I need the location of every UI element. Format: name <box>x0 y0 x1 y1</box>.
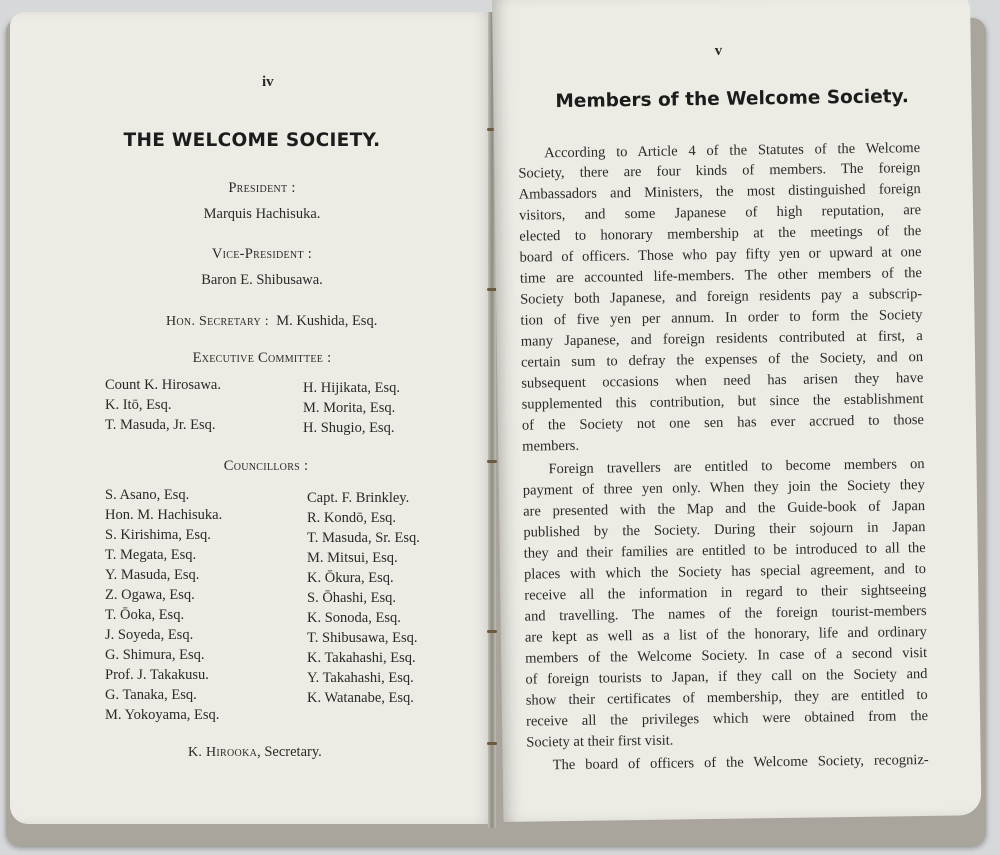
councillors-heading: Councillors : <box>223 458 309 474</box>
binding-stitch <box>487 630 497 633</box>
councillor: Capt. F. Brinkley. <box>307 490 410 506</box>
executive-committee-heading: Executive Committee : <box>192 350 332 366</box>
body-text-line: of the Society not one sen has ever accrued to those <box>521 412 925 434</box>
body-text-line: published by the Society. During their sojourn in Japan <box>523 519 926 541</box>
body-text-line: payment of three yen only. When they join the Society they <box>522 477 925 499</box>
councillor: Y. Masuda, Esq. <box>105 567 200 583</box>
body-text-line: The board of officers of the Welcome Society, recogniz- <box>552 751 929 774</box>
body-text-line: Society, there are four kinds of members. The foreign <box>518 160 921 182</box>
vice-president-name: Baron E. Shibusawa. <box>201 272 323 288</box>
body-text-line: supplemented this contribution, but since the establishment <box>521 391 924 413</box>
body-text-line: many Japanese, and foreign residents contributed at first, a <box>520 328 923 350</box>
body-text-line: are presented with the Map and the Guide-book of Japan <box>523 498 926 520</box>
councillor: Prof. J. Takakusu. <box>105 667 209 683</box>
councillor: K. Watanabe, Esq. <box>307 690 414 706</box>
councillor: T. Shibusawa, Esq. <box>307 630 418 646</box>
executive-member: M. Morita, Esq. <box>303 400 396 416</box>
right-page <box>492 0 981 822</box>
councillor: Y. Takahashi, Esq. <box>307 670 414 686</box>
executive-member: Count K. Hirosawa. <box>105 377 221 393</box>
body-text-line: places with which the Society has special agreement, and to <box>523 560 927 583</box>
president-name: Marquis Hachisuka. <box>203 206 321 222</box>
councillor: G. Shimura, Esq. <box>105 647 205 663</box>
councillor: T. Masuda, Sr. Esq. <box>307 530 420 546</box>
binding-stitch <box>487 742 497 745</box>
body-text-line: subsequent occasions when need has arisen they have <box>521 370 924 392</box>
executive-member: K. Itō, Esq. <box>105 397 172 413</box>
body-text-line: visitors, and some Japanese of high reputation, are <box>518 202 922 224</box>
binding-stitch <box>487 460 497 463</box>
councillor: Z. Ogawa, Esq. <box>105 587 195 603</box>
left-page <box>10 12 494 824</box>
councillor: T. Ōoka, Esq. <box>105 607 185 623</box>
councillor: T. Megata, Esq. <box>105 547 197 563</box>
councillor: R. Kondō, Esq. <box>307 510 397 526</box>
executive-member: T. Masuda, Jr. Esq. <box>105 417 216 433</box>
body-text-line: are kept as well as a list of the honorary, life and ordinary <box>524 623 927 646</box>
page-number-right: v <box>714 42 723 59</box>
body-text-line: receive all the privileges which were obtained from the <box>525 707 929 730</box>
secretary-line <box>188 744 322 761</box>
body-text-line: members of the Welcome Society. In case of a second visit <box>525 644 928 667</box>
body-text-line: time are accounted life-members. The other members of the <box>519 265 922 287</box>
body-text-line: Foreign travellers are entitled to become members on <box>548 456 925 478</box>
vice-president-heading: Vice-President : <box>211 246 313 262</box>
councillor: J. Soyeda, Esq. <box>105 627 194 643</box>
members-title: Members of the Welcome Society. <box>555 86 910 113</box>
executive-member: H. Shugio, Esq. <box>303 420 395 436</box>
councillor: M. Yokoyama, Esq. <box>105 707 220 723</box>
society-title: THE WELCOME SOCIETY. <box>123 130 381 151</box>
body-text-line: elected to honorary membership at the meetings of the <box>519 223 922 245</box>
body-text-line: board of officers. Those who pay fifty yen or upward at one <box>519 244 922 266</box>
hon-secretary-line <box>166 313 377 330</box>
president-heading: President : <box>228 180 296 196</box>
councillor: K. Takahashi, Esq. <box>307 650 416 666</box>
hon-secretary-label: Hon. Secretary : <box>166 314 269 329</box>
body-text-line: show their certificates of membership, they are entitled to <box>525 686 928 709</box>
councillor: M. Mitsui, Esq. <box>307 550 398 566</box>
body-text-line: of foreign tourists to Japan, if they call on the Society and <box>525 665 928 688</box>
body-text-line: tion of five yen per annum. In order to form the Society <box>520 307 923 329</box>
executive-member: H. Hijikata, Esq. <box>303 380 401 396</box>
page-number-left: iv <box>262 74 274 90</box>
body-text-line: receive all the information in regard to their sightseeing <box>524 581 927 604</box>
councillor: K. Sonoda, Esq. <box>307 610 401 626</box>
body-text-line: members. <box>522 437 580 455</box>
secretary-title: , Secretary. <box>257 744 322 760</box>
councillor: S. Kirishima, Esq. <box>105 527 211 543</box>
secretary-name: K. Hirooka <box>188 745 258 760</box>
body-text-line: and travelling. The names of the foreign tourist-members <box>524 602 927 625</box>
body-text-line: Society both Japanese, and foreign residents pay a subscrip- <box>520 286 923 308</box>
body-text-line: According to Article 4 of the Statutes of the Welcome <box>544 140 921 162</box>
councillor: S. Ōhashi, Esq. <box>307 590 397 606</box>
body-text-line: they and their families are entitled to be introduced to all the <box>523 539 926 562</box>
councillor: G. Tanaka, Esq. <box>105 687 197 703</box>
councillor: S. Asano, Esq. <box>105 487 190 503</box>
councillor: K. Ōkura, Esq. <box>307 570 394 586</box>
body-text-line: certain sum to defray the expenses of the Society, and on <box>520 349 924 371</box>
body-text-line: Society at their first visit. <box>526 732 674 751</box>
hon-secretary-name: M. Kushida, Esq. <box>276 313 378 329</box>
body-text-line: Ambassadors and Ministers, the most distinguished foreign <box>518 181 921 203</box>
councillor: Hon. M. Hachisuka. <box>105 507 223 523</box>
